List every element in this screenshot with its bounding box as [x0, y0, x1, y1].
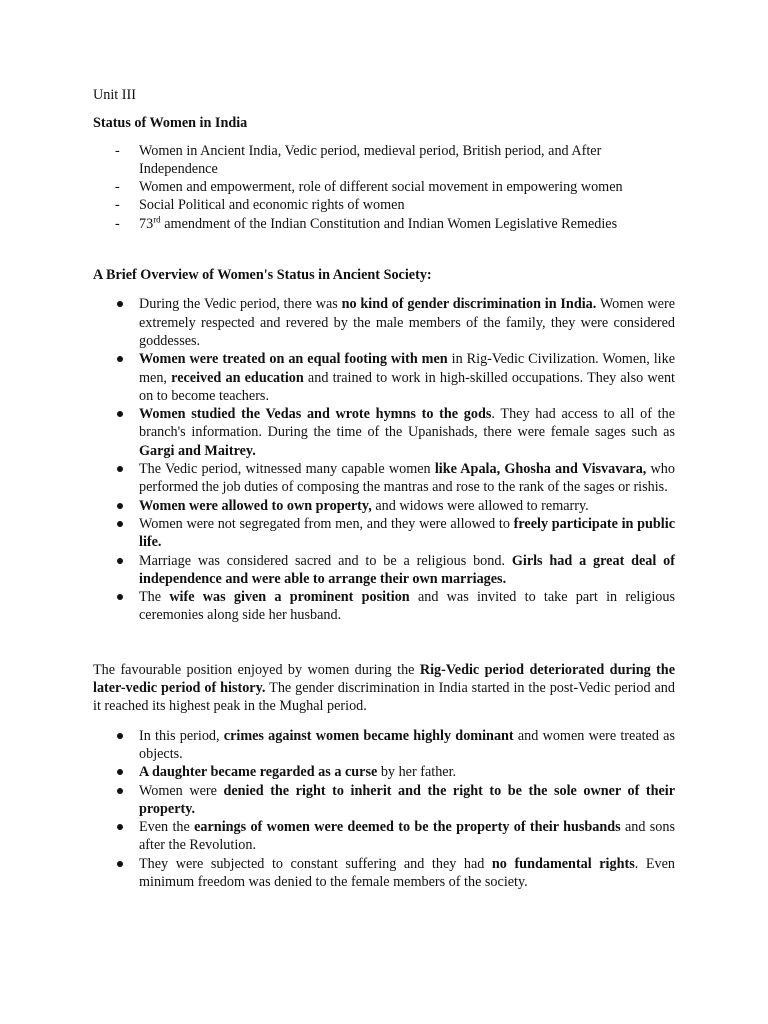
bold-text: no fundamental rights [491, 855, 635, 872]
text-run: Even the [139, 819, 195, 836]
list-item [93, 588, 675, 625]
text-run: . Even minimum freedom was denied to the female members of the society. [139, 855, 675, 890]
text-run: During the Vedic period, there was [139, 296, 342, 313]
bold-text: Rig-Vedic period deteriorated during the later-vedic period of history. [93, 661, 675, 697]
text-run: The [139, 589, 170, 606]
bullet-icon [117, 788, 123, 794]
list-item [93, 763, 675, 781]
topic-item [93, 196, 675, 214]
bullet-icon [117, 733, 123, 739]
text-run: Women were extremely respected and revered by the male members of the family, they were considered goddesses. [139, 296, 675, 349]
bold-text: crimes against women became highly dominant [223, 727, 514, 744]
bullet-icon [117, 824, 123, 830]
bold-text: no kind of gender discrimination in India. [341, 296, 597, 313]
list-item [93, 295, 675, 350]
text-run: and widows were allowed to remarry. [371, 497, 589, 514]
bullet-icon [117, 301, 123, 307]
bold-text: Girls had a great deal of independence and were able to arrange their own marriages. [139, 552, 675, 587]
text-run: The Vedic period, witnessed many capable women [139, 461, 435, 478]
text-run: in Rig-Vedic Civilization. Women, like men, [139, 351, 676, 386]
bold-text: earnings of women were deemed to be the property of their husbands [194, 819, 621, 836]
list-item [93, 782, 675, 819]
bold-text: Women were allowed to own property, [139, 497, 372, 514]
text-run: The gender discrimination in India started in the post-Vedic period and it reached its highest peak in the Mughal period. [93, 680, 675, 715]
text-run: who performed the job duties of composing the mantras and rose to the rank of the sages or rishis. [139, 461, 675, 496]
list-item [93, 855, 675, 892]
bullet-icon [117, 503, 123, 509]
section-heading: A Brief Overview of Women's Status in Ancient Society: [93, 267, 432, 284]
text-run: by her father. [377, 764, 457, 781]
unit-heading: Unit III [93, 87, 136, 103]
topic-item [93, 178, 675, 196]
bullet-icon [117, 356, 123, 362]
topic-text: amendment of the Indian Constitution and Indian Women Legislative Remedies [160, 215, 618, 232]
list-item [93, 405, 675, 460]
text-run: and sons after the Revolution. [139, 819, 675, 854]
list-item [93, 818, 675, 855]
topic-text: Women and empowerment, role of different social movement in empowering women [139, 179, 623, 196]
text-run: Marriage was considered sacred and to be a religious bond. [139, 552, 512, 569]
topic-text-number: 73 [139, 215, 154, 232]
list-item [93, 497, 675, 515]
dash-marker: - [115, 197, 120, 214]
dash-marker: - [115, 215, 120, 232]
bullet-icon [117, 769, 123, 775]
list-item [93, 460, 675, 497]
bullet-icon [117, 411, 123, 417]
bold-text: freely participate in public life. [139, 515, 675, 551]
topic-list [93, 142, 675, 233]
text-run: and women were treated as objects. [139, 727, 675, 762]
text-run: Women were not segregated from men, and they were allowed to [139, 515, 514, 532]
bullet-icon [117, 466, 123, 472]
later-vedic-status-list [93, 727, 675, 892]
dash-marker: - [115, 179, 120, 196]
list-item [93, 515, 675, 552]
text-run: In this period, [139, 727, 224, 744]
text-run: They were subjected to constant suffering and they had [139, 855, 492, 872]
page-content [93, 86, 675, 891]
ordinal-suffix: rd [153, 214, 161, 225]
bold-text: A daughter became regarded as a curse [139, 764, 378, 781]
topic-item [93, 142, 675, 179]
bullet-icon [117, 861, 123, 867]
text-run: The favourable position enjoyed by women during the [93, 661, 420, 678]
bold-text: denied the right to inherit and the right to be the sole owner of their property. [139, 782, 675, 817]
text-run: . They had access to all of the branch's information. During the time of the Upanishads, there were female sages such as [139, 406, 675, 441]
text-run: and was invited to take part in religious ceremonies along side her husband. [139, 589, 676, 624]
topic-text: Women in Ancient India, Vedic period, medieval period, British period, and After Independence [139, 142, 602, 177]
list-item [93, 552, 675, 589]
list-item [93, 727, 675, 764]
bold-text: like Apala, Ghosha and Visvavara, [434, 461, 647, 478]
bold-text: received an education [171, 369, 304, 386]
bold-text: Women were treated on an equal footing with men [139, 351, 448, 368]
list-item [93, 350, 675, 405]
ancient-status-list [93, 295, 675, 624]
bullet-icon [117, 558, 123, 564]
dash-marker: - [115, 142, 120, 159]
topic-item [93, 215, 675, 233]
bullet-icon [117, 594, 123, 600]
transition-paragraph [93, 661, 675, 716]
bullet-icon [117, 521, 123, 527]
document-title: Status of Women in India [93, 115, 248, 132]
bold-text: Gargi and Maitrey. [139, 442, 256, 459]
topic-text: Social Political and economic rights of women [139, 197, 405, 214]
text-run: and trained to work in high-skilled occupations. They also went on to become teachers. [139, 369, 675, 404]
bold-text: wife was given a prominent position [169, 589, 410, 606]
bold-text: Women studied the Vedas and wrote hymns to the gods [139, 406, 492, 423]
text-run: Women were [139, 782, 224, 799]
